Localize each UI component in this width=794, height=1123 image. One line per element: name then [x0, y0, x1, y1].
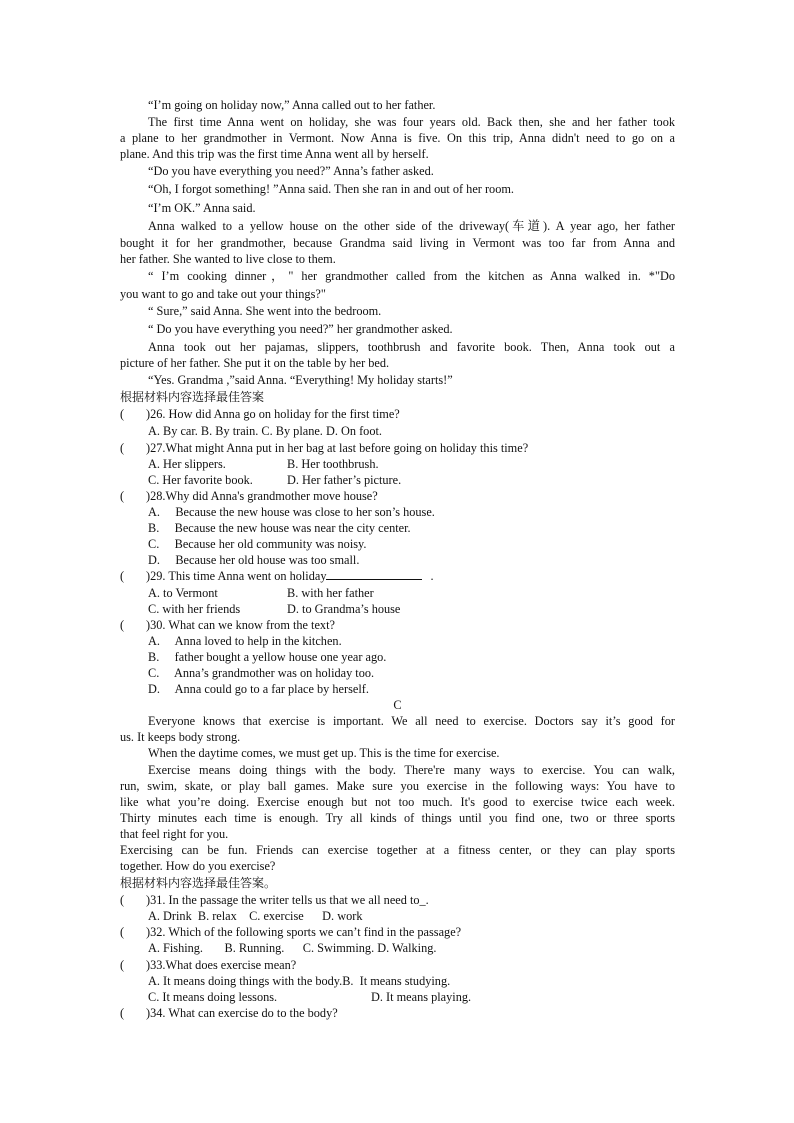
- story-line: bought it for her grandmother, because Grandma said living in Vermont was too far from Anna and: [120, 236, 675, 250]
- option-line: A. Fishing. B. Running. C. Swimming. D. Walking.: [148, 941, 437, 955]
- question-32: ( )32. Which of the following sports we can’t find in the passage?: [120, 925, 462, 939]
- option-a: A. Because the new house was close to her son’s house.: [148, 505, 435, 519]
- story-line: “I’m OK.” Anna said.: [148, 201, 256, 215]
- passage-line: run, swim, skate, or play ball games. Make sure you exercise in the following ways: You have to: [120, 779, 675, 793]
- story-line: picture of her father. She put it on the table by her bed.: [120, 356, 390, 370]
- passage-line: us. It keeps body strong.: [120, 730, 241, 744]
- question-28: ( )28.Why did Anna's grandmother move house?: [120, 489, 378, 503]
- option-c: C. It means doing lessons.: [148, 990, 278, 1004]
- question-31: ( )31. In the passage the writer tells us that we all need to_.: [120, 893, 429, 907]
- passage-line: like what you’re doing. Exercise enough but not too much. It's good to exercise twice each week.: [120, 795, 675, 809]
- option-d: D. Anna could go to a far place by herself.: [148, 682, 369, 696]
- question-text: 28.Why did Anna's grandmother move house?: [150, 489, 378, 503]
- story-line: “Yes. Grandma ,”said Anna. “Everything! My holiday starts!”: [148, 373, 453, 387]
- story-line: Anna took out her pajamas, slippers, toothbrush and favorite book. Then, Anna took out a: [148, 340, 675, 354]
- option-d: D. It means playing.: [371, 990, 472, 1004]
- answer-bracket[interactable]: (: [120, 489, 125, 503]
- option-line: A. It means doing things with the body.B. It means studying.: [148, 974, 451, 988]
- option-a: A. Anna loved to help in the kitchen.: [148, 634, 342, 648]
- question-34: ( )34. What can exercise do to the body?: [120, 1006, 338, 1020]
- answer-bracket[interactable]: (: [120, 618, 125, 632]
- question-text: 27.What might Anna put in her bag at last before going on holiday this time?: [150, 441, 529, 455]
- question-text: 29. This time Anna went on holiday: [150, 569, 327, 583]
- story-line: “Oh, I forgot something! ”Anna said. Then she ran in and out of her room.: [148, 182, 514, 196]
- option-b: B. with her father: [287, 586, 374, 600]
- answer-bracket[interactable]: (: [120, 1006, 125, 1020]
- option-d: D. Her father’s picture.: [287, 473, 402, 487]
- question-text: 31. In the passage the writer tells us that we all need to_.: [150, 893, 429, 907]
- story-line: “I’m going on holiday now,” Anna called out to her father.: [148, 98, 436, 112]
- story-line: “ I’m cooking dinner，" her grandmother called from the kitchen as Anna walked in. *"Do: [148, 269, 675, 283]
- question-text: 30. What can we know from the text?: [150, 618, 335, 632]
- option-d: D. to Grandma’s house: [287, 602, 401, 616]
- question-26: ( )26. How did Anna go on holiday for the first time?: [120, 407, 400, 421]
- option-c: C. with her friends: [148, 602, 241, 616]
- story-line: you want to go and take out your things?": [120, 287, 326, 301]
- passage-line: Thirty minutes each time is enough. Try all kinds of things until you find one, two or three sports: [120, 811, 675, 825]
- option-c: C. Because her old community was noisy.: [148, 537, 367, 551]
- question-text: 26. How did Anna go on holiday for the first time?: [150, 407, 400, 421]
- section-c-heading: C: [393, 698, 402, 712]
- option-b: B. father bought a yellow house one year ago.: [148, 650, 387, 664]
- story-line: her father. She wanted to live close to them.: [120, 252, 336, 266]
- answer-bracket[interactable]: (: [120, 893, 125, 907]
- answer-bracket[interactable]: (: [120, 441, 125, 455]
- story-line: “ Do you have everything you need?” her grandmother asked.: [148, 322, 453, 336]
- story-line: plane. And this trip was the first time Anna went all by herself.: [120, 147, 429, 161]
- answer-bracket[interactable]: (: [120, 958, 125, 972]
- question-29: ( )29. This time Anna went on holiday .: [120, 569, 434, 583]
- option-a: A. to Vermont: [148, 586, 218, 600]
- story-line: Anna walked to a yellow house on the other side of the driveway(车道). A year ago, her father: [148, 219, 675, 233]
- story-line: a plane to her grandmother in Vermont. Now Anna is five. On this trip, Anna didn't need to go on a: [120, 131, 675, 145]
- option-line: A. By car. B. By train. C. By plane. D. On foot.: [148, 424, 382, 438]
- passage-line: Exercise means doing things with the body. There're many ways to exercise. You can walk,: [148, 763, 675, 777]
- question-27: ( )27.What might Anna put in her bag at last before going on holiday this time?: [120, 441, 529, 455]
- passage-line: together. How do you exercise?: [120, 859, 276, 873]
- instruction-b: 根据材料内容选择最佳答案: [120, 390, 265, 404]
- option-line: A. Drink B. relax C. exercise D. work: [148, 909, 363, 923]
- answer-bracket[interactable]: (: [120, 569, 125, 583]
- answer-bracket[interactable]: (: [120, 407, 125, 421]
- passage-line: Exercising can be fun. Friends can exercise together at a fitness center, or they can play sports: [120, 843, 675, 857]
- option-c: C. Anna’s grandmother was on holiday too.: [148, 666, 375, 680]
- option-c: C. Her favorite book.: [148, 473, 253, 487]
- option-b: B. Because the new house was near the city center.: [148, 521, 411, 535]
- answer-bracket[interactable]: (: [120, 925, 125, 939]
- question-text: 33.What does exercise mean?: [150, 958, 297, 972]
- story-line: “ Sure,” said Anna. She went into the bedroom.: [148, 304, 382, 318]
- option-a: A. Her slippers.: [148, 457, 226, 471]
- question-text: 32. Which of the following sports we can’t find in the passage?: [150, 925, 462, 939]
- story-line: The first time Anna went on holiday, she was four years old. Back then, she and her father took: [148, 115, 675, 129]
- question-30: ( )30. What can we know from the text?: [120, 618, 335, 632]
- option-d: D. Because her old house was too small.: [148, 553, 360, 567]
- option-b: B. Her toothbrush.: [287, 457, 379, 471]
- fill-blank[interactable]: [326, 568, 422, 580]
- question-33: ( )33.What does exercise mean?: [120, 958, 297, 972]
- instruction-c: 根据材料内容选择最佳答案。: [120, 876, 277, 890]
- question-text: 34. What can exercise do to the body?: [150, 1006, 338, 1020]
- passage-line: that feel right for you.: [120, 827, 229, 841]
- passage-line: Everyone knows that exercise is important. We all need to exercise. Doctors say it’s good for: [148, 714, 675, 728]
- story-line: “Do you have everything you need?” Anna’s father asked.: [148, 164, 434, 178]
- passage-line: When the daytime comes, we must get up. This is the time for exercise.: [148, 746, 500, 760]
